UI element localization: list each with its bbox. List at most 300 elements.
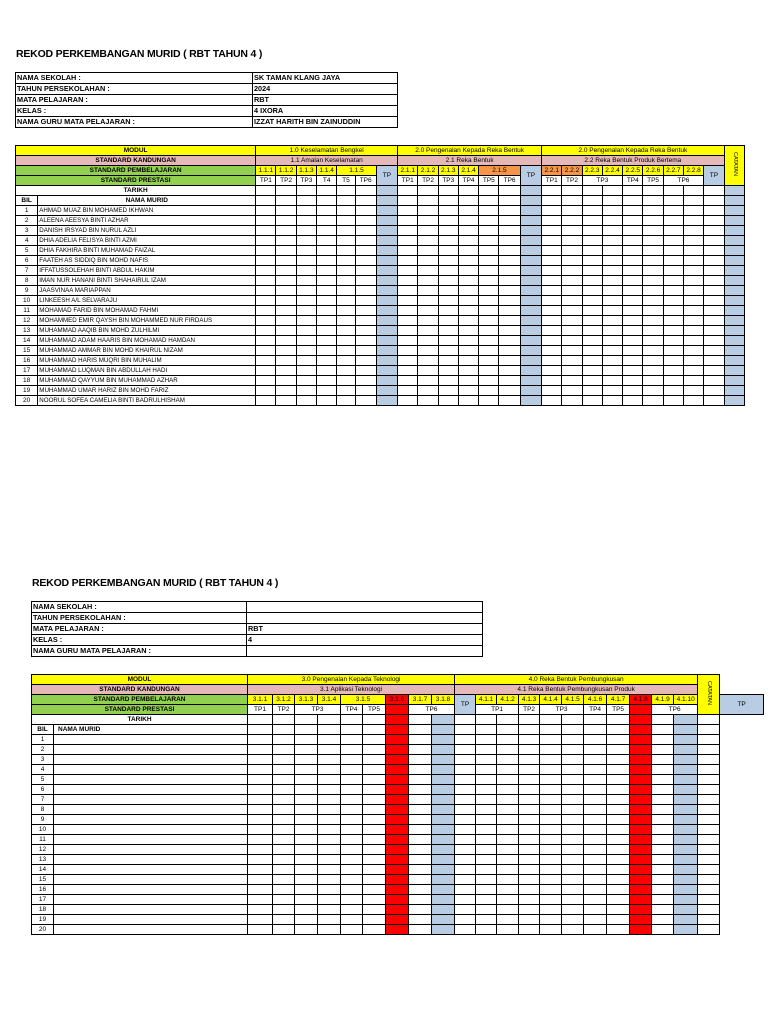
score-cell[interactable]	[623, 276, 643, 286]
score-cell[interactable]	[355, 306, 376, 316]
score-cell[interactable]	[317, 216, 337, 226]
score-cell[interactable]	[519, 745, 540, 755]
score-cell[interactable]	[317, 276, 337, 286]
score-cell[interactable]	[398, 226, 418, 236]
score-cell[interactable]	[519, 795, 540, 805]
score-cell[interactable]	[386, 825, 409, 835]
score-cell[interactable]	[341, 735, 363, 745]
score-cell[interactable]	[519, 915, 540, 925]
student-name[interactable]	[54, 865, 248, 875]
score-cell[interactable]	[398, 206, 418, 216]
score-cell[interactable]	[273, 925, 295, 935]
score-cell[interactable]	[256, 336, 276, 346]
score-cell[interactable]	[455, 715, 476, 725]
score-cell[interactable]	[376, 386, 397, 396]
score-cell[interactable]	[458, 236, 478, 246]
score-cell[interactable]	[386, 715, 409, 725]
score-cell[interactable]	[248, 785, 273, 795]
score-cell[interactable]	[376, 246, 397, 256]
score-cell[interactable]	[458, 356, 478, 366]
score-cell[interactable]	[296, 346, 316, 356]
score-cell[interactable]	[337, 346, 355, 356]
score-cell[interactable]	[479, 226, 499, 236]
score-cell[interactable]	[584, 715, 607, 725]
score-cell[interactable]	[582, 286, 602, 296]
score-cell[interactable]	[296, 376, 316, 386]
score-cell[interactable]	[663, 196, 683, 206]
score-cell[interactable]	[698, 845, 720, 855]
score-cell[interactable]	[476, 765, 497, 775]
score-cell[interactable]	[409, 915, 432, 925]
score-cell[interactable]	[398, 346, 418, 356]
score-cell[interactable]	[643, 306, 663, 316]
score-cell[interactable]	[455, 795, 476, 805]
score-cell[interactable]	[458, 186, 478, 196]
score-cell[interactable]	[337, 326, 355, 336]
score-cell[interactable]	[652, 905, 674, 915]
score-cell[interactable]	[623, 316, 643, 326]
score-cell[interactable]	[663, 336, 683, 346]
score-cell[interactable]	[623, 396, 643, 406]
score-cell[interactable]	[698, 885, 720, 895]
score-cell[interactable]	[398, 306, 418, 316]
score-cell[interactable]	[438, 316, 458, 326]
score-cell[interactable]	[398, 236, 418, 246]
score-cell[interactable]	[542, 306, 562, 316]
score-cell[interactable]	[455, 895, 476, 905]
score-cell[interactable]	[674, 885, 698, 895]
score-cell[interactable]	[363, 875, 386, 885]
score-cell[interactable]	[476, 855, 497, 865]
score-cell[interactable]	[698, 805, 720, 815]
score-cell[interactable]	[704, 286, 724, 296]
score-cell[interactable]	[337, 396, 355, 406]
score-cell[interactable]	[317, 326, 337, 336]
score-cell[interactable]	[582, 206, 602, 216]
score-cell[interactable]	[698, 755, 720, 765]
score-cell[interactable]	[432, 875, 455, 885]
score-cell[interactable]	[652, 785, 674, 795]
score-cell[interactable]	[704, 316, 724, 326]
score-cell[interactable]	[497, 915, 519, 925]
score-cell[interactable]	[295, 805, 318, 815]
score-cell[interactable]	[683, 276, 703, 286]
score-cell[interactable]	[630, 895, 652, 905]
score-cell[interactable]	[497, 745, 519, 755]
score-cell[interactable]	[562, 196, 582, 206]
score-cell[interactable]	[499, 266, 520, 276]
score-cell[interactable]	[724, 336, 744, 346]
score-cell[interactable]	[296, 266, 316, 276]
info-value[interactable]	[247, 602, 483, 613]
score-cell[interactable]	[623, 346, 643, 356]
score-cell[interactable]	[386, 835, 409, 845]
score-cell[interactable]	[698, 855, 720, 865]
score-cell[interactable]	[476, 885, 497, 895]
score-cell[interactable]	[663, 316, 683, 326]
score-cell[interactable]	[652, 925, 674, 935]
score-cell[interactable]	[256, 356, 276, 366]
score-cell[interactable]	[630, 815, 652, 825]
score-cell[interactable]	[296, 246, 316, 256]
score-cell[interactable]	[698, 895, 720, 905]
score-cell[interactable]	[455, 865, 476, 875]
score-cell[interactable]	[607, 785, 630, 795]
score-cell[interactable]	[398, 366, 418, 376]
score-cell[interactable]	[643, 396, 663, 406]
score-cell[interactable]	[337, 316, 355, 326]
score-cell[interactable]	[273, 715, 295, 725]
score-cell[interactable]	[584, 855, 607, 865]
score-cell[interactable]	[542, 326, 562, 336]
score-cell[interactable]	[276, 276, 296, 286]
score-cell[interactable]	[386, 785, 409, 795]
score-cell[interactable]	[704, 366, 724, 376]
score-cell[interactable]	[497, 755, 519, 765]
score-cell[interactable]	[318, 925, 341, 935]
score-cell[interactable]	[376, 216, 397, 226]
score-cell[interactable]	[540, 895, 562, 905]
score-cell[interactable]	[562, 226, 582, 236]
score-cell[interactable]	[355, 326, 376, 336]
score-cell[interactable]	[602, 386, 622, 396]
score-cell[interactable]	[607, 865, 630, 875]
score-cell[interactable]	[643, 196, 663, 206]
score-cell[interactable]	[432, 795, 455, 805]
score-cell[interactable]	[562, 825, 584, 835]
score-cell[interactable]	[499, 236, 520, 246]
score-cell[interactable]	[432, 865, 455, 875]
score-cell[interactable]	[724, 236, 744, 246]
score-cell[interactable]	[623, 306, 643, 316]
score-cell[interactable]	[418, 346, 438, 356]
score-cell[interactable]	[674, 925, 698, 935]
score-cell[interactable]	[248, 715, 273, 725]
score-cell[interactable]	[643, 246, 663, 256]
info-value[interactable]	[247, 613, 483, 624]
score-cell[interactable]	[520, 336, 541, 346]
score-cell[interactable]	[630, 905, 652, 915]
score-cell[interactable]	[630, 825, 652, 835]
score-cell[interactable]	[386, 885, 409, 895]
score-cell[interactable]	[276, 376, 296, 386]
score-cell[interactable]	[674, 865, 698, 875]
score-cell[interactable]	[455, 805, 476, 815]
score-cell[interactable]	[318, 895, 341, 905]
score-cell[interactable]	[479, 196, 499, 206]
student-name[interactable]	[54, 845, 248, 855]
score-cell[interactable]	[273, 895, 295, 905]
student-name[interactable]	[54, 755, 248, 765]
score-cell[interactable]	[273, 765, 295, 775]
score-cell[interactable]	[479, 186, 499, 196]
student-name[interactable]	[54, 875, 248, 885]
info-value[interactable]: 4	[247, 635, 483, 646]
score-cell[interactable]	[683, 316, 703, 326]
score-cell[interactable]	[542, 276, 562, 286]
score-cell[interactable]	[386, 745, 409, 755]
score-cell[interactable]	[248, 925, 273, 935]
score-cell[interactable]	[562, 925, 584, 935]
score-cell[interactable]	[497, 855, 519, 865]
score-cell[interactable]	[248, 915, 273, 925]
score-cell[interactable]	[643, 336, 663, 346]
score-cell[interactable]	[630, 875, 652, 885]
score-cell[interactable]	[409, 775, 432, 785]
score-cell[interactable]	[438, 206, 458, 216]
score-cell[interactable]	[341, 815, 363, 825]
score-cell[interactable]	[497, 885, 519, 895]
score-cell[interactable]	[432, 785, 455, 795]
score-cell[interactable]	[418, 266, 438, 276]
score-cell[interactable]	[273, 815, 295, 825]
score-cell[interactable]	[562, 795, 584, 805]
score-cell[interactable]	[630, 845, 652, 855]
score-cell[interactable]	[497, 845, 519, 855]
score-cell[interactable]	[663, 346, 683, 356]
score-cell[interactable]	[562, 895, 584, 905]
score-cell[interactable]	[542, 186, 562, 196]
score-cell[interactable]	[562, 366, 582, 376]
score-cell[interactable]	[276, 346, 296, 356]
score-cell[interactable]	[499, 256, 520, 266]
score-cell[interactable]	[341, 865, 363, 875]
score-cell[interactable]	[562, 715, 584, 725]
score-cell[interactable]	[248, 755, 273, 765]
score-cell[interactable]	[341, 915, 363, 925]
score-cell[interactable]	[376, 376, 397, 386]
score-cell[interactable]	[602, 356, 622, 366]
score-cell[interactable]	[663, 216, 683, 226]
score-cell[interactable]	[542, 296, 562, 306]
score-cell[interactable]	[256, 326, 276, 336]
score-cell[interactable]	[432, 715, 455, 725]
score-cell[interactable]	[455, 845, 476, 855]
score-cell[interactable]	[540, 795, 562, 805]
score-cell[interactable]	[582, 386, 602, 396]
score-cell[interactable]	[663, 326, 683, 336]
score-cell[interactable]	[704, 236, 724, 246]
score-cell[interactable]	[248, 765, 273, 775]
score-cell[interactable]	[704, 276, 724, 286]
score-cell[interactable]	[540, 875, 562, 885]
score-cell[interactable]	[273, 725, 295, 735]
score-cell[interactable]	[276, 356, 296, 366]
score-cell[interactable]	[409, 925, 432, 935]
score-cell[interactable]	[341, 835, 363, 845]
score-cell[interactable]	[317, 256, 337, 266]
score-cell[interactable]	[683, 236, 703, 246]
score-cell[interactable]	[276, 236, 296, 246]
score-cell[interactable]	[674, 795, 698, 805]
score-cell[interactable]	[643, 226, 663, 236]
score-cell[interactable]	[295, 915, 318, 925]
score-cell[interactable]	[582, 236, 602, 246]
score-cell[interactable]	[409, 875, 432, 885]
score-cell[interactable]	[248, 845, 273, 855]
score-cell[interactable]	[409, 855, 432, 865]
score-cell[interactable]	[698, 795, 720, 805]
score-cell[interactable]	[317, 186, 337, 196]
score-cell[interactable]	[584, 845, 607, 855]
score-cell[interactable]	[683, 266, 703, 276]
score-cell[interactable]	[698, 905, 720, 915]
score-cell[interactable]	[376, 336, 397, 346]
score-cell[interactable]	[607, 815, 630, 825]
score-cell[interactable]	[476, 865, 497, 875]
score-cell[interactable]	[698, 925, 720, 935]
score-cell[interactable]	[520, 246, 541, 256]
score-cell[interactable]	[643, 216, 663, 226]
score-cell[interactable]	[582, 256, 602, 266]
score-cell[interactable]	[418, 196, 438, 206]
score-cell[interactable]	[248, 855, 273, 865]
score-cell[interactable]	[318, 725, 341, 735]
score-cell[interactable]	[248, 875, 273, 885]
score-cell[interactable]	[607, 755, 630, 765]
score-cell[interactable]	[418, 246, 438, 256]
score-cell[interactable]	[602, 256, 622, 266]
score-cell[interactable]	[476, 715, 497, 725]
score-cell[interactable]	[476, 735, 497, 745]
score-cell[interactable]	[643, 266, 663, 276]
score-cell[interactable]	[337, 286, 355, 296]
score-cell[interactable]	[455, 755, 476, 765]
score-cell[interactable]	[318, 715, 341, 725]
score-cell[interactable]	[499, 276, 520, 286]
score-cell[interactable]	[432, 895, 455, 905]
score-cell[interactable]	[376, 286, 397, 296]
score-cell[interactable]	[519, 775, 540, 785]
score-cell[interactable]	[276, 386, 296, 396]
score-cell[interactable]	[296, 206, 316, 216]
score-cell[interactable]	[562, 206, 582, 216]
score-cell[interactable]	[519, 825, 540, 835]
score-cell[interactable]	[398, 186, 418, 196]
score-cell[interactable]	[643, 366, 663, 376]
score-cell[interactable]	[341, 725, 363, 735]
score-cell[interactable]	[542, 236, 562, 246]
score-cell[interactable]	[317, 316, 337, 326]
score-cell[interactable]	[386, 905, 409, 915]
score-cell[interactable]	[479, 386, 499, 396]
score-cell[interactable]	[584, 765, 607, 775]
score-cell[interactable]	[458, 226, 478, 236]
score-cell[interactable]	[582, 346, 602, 356]
score-cell[interactable]	[376, 326, 397, 336]
score-cell[interactable]	[562, 765, 584, 775]
score-cell[interactable]	[499, 366, 520, 376]
score-cell[interactable]	[497, 735, 519, 745]
score-cell[interactable]	[630, 785, 652, 795]
score-cell[interactable]	[376, 316, 397, 326]
score-cell[interactable]	[455, 855, 476, 865]
score-cell[interactable]	[341, 775, 363, 785]
score-cell[interactable]	[623, 236, 643, 246]
score-cell[interactable]	[582, 326, 602, 336]
score-cell[interactable]	[317, 306, 337, 316]
score-cell[interactable]	[562, 336, 582, 346]
score-cell[interactable]	[643, 356, 663, 366]
score-cell[interactable]	[499, 206, 520, 216]
score-cell[interactable]	[582, 246, 602, 256]
score-cell[interactable]	[418, 206, 438, 216]
student-name[interactable]	[54, 785, 248, 795]
info-value[interactable]	[247, 646, 483, 657]
score-cell[interactable]	[355, 286, 376, 296]
score-cell[interactable]	[438, 366, 458, 376]
score-cell[interactable]	[479, 276, 499, 286]
student-name[interactable]	[54, 735, 248, 745]
score-cell[interactable]	[674, 815, 698, 825]
score-cell[interactable]	[432, 805, 455, 815]
score-cell[interactable]	[479, 356, 499, 366]
score-cell[interactable]	[248, 815, 273, 825]
score-cell[interactable]	[317, 206, 337, 216]
score-cell[interactable]	[355, 386, 376, 396]
score-cell[interactable]	[455, 815, 476, 825]
score-cell[interactable]	[724, 276, 744, 286]
score-cell[interactable]	[273, 865, 295, 875]
score-cell[interactable]	[458, 346, 478, 356]
score-cell[interactable]	[674, 895, 698, 905]
score-cell[interactable]	[607, 765, 630, 775]
score-cell[interactable]	[398, 336, 418, 346]
score-cell[interactable]	[562, 755, 584, 765]
score-cell[interactable]	[355, 186, 376, 196]
score-cell[interactable]	[520, 386, 541, 396]
score-cell[interactable]	[295, 755, 318, 765]
score-cell[interactable]	[652, 915, 674, 925]
score-cell[interactable]	[273, 835, 295, 845]
score-cell[interactable]	[438, 246, 458, 256]
score-cell[interactable]	[273, 905, 295, 915]
score-cell[interactable]	[256, 396, 276, 406]
score-cell[interactable]	[296, 316, 316, 326]
score-cell[interactable]	[363, 865, 386, 875]
score-cell[interactable]	[652, 885, 674, 895]
score-cell[interactable]	[317, 236, 337, 246]
score-cell[interactable]	[438, 236, 458, 246]
score-cell[interactable]	[584, 775, 607, 785]
score-cell[interactable]	[520, 226, 541, 236]
score-cell[interactable]	[724, 386, 744, 396]
score-cell[interactable]	[276, 286, 296, 296]
score-cell[interactable]	[652, 825, 674, 835]
score-cell[interactable]	[724, 376, 744, 386]
score-cell[interactable]	[497, 825, 519, 835]
score-cell[interactable]	[337, 186, 355, 196]
score-cell[interactable]	[476, 905, 497, 915]
score-cell[interactable]	[295, 715, 318, 725]
score-cell[interactable]	[363, 735, 386, 745]
score-cell[interactable]	[296, 216, 316, 226]
score-cell[interactable]	[584, 825, 607, 835]
score-cell[interactable]	[724, 196, 744, 206]
student-name[interactable]	[54, 905, 248, 915]
score-cell[interactable]	[386, 795, 409, 805]
score-cell[interactable]	[248, 895, 273, 905]
score-cell[interactable]	[455, 905, 476, 915]
score-cell[interactable]	[273, 875, 295, 885]
score-cell[interactable]	[418, 226, 438, 236]
score-cell[interactable]	[476, 825, 497, 835]
score-cell[interactable]	[438, 286, 458, 296]
score-cell[interactable]	[683, 226, 703, 236]
score-cell[interactable]	[363, 725, 386, 735]
score-cell[interactable]	[704, 256, 724, 266]
score-cell[interactable]	[724, 316, 744, 326]
